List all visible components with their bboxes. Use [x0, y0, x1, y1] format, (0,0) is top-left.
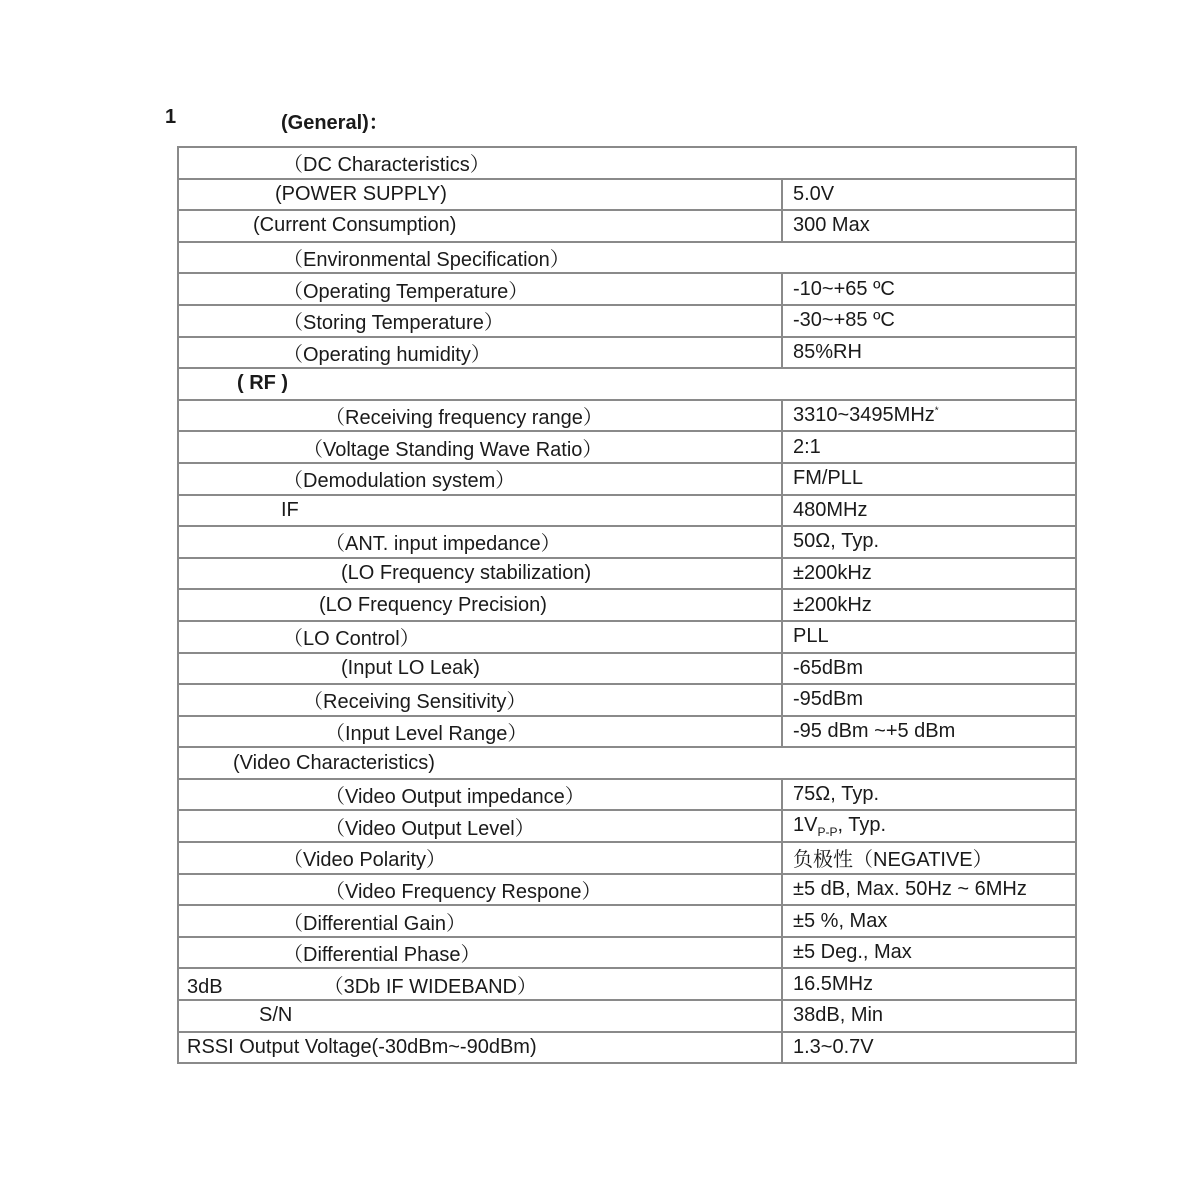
- section-heading: [0, 106, 1200, 134]
- spec-label-cell: [178, 684, 782, 716]
- spec-row: [178, 305, 1076, 337]
- spec-value-cell: [782, 337, 1076, 369]
- spec-value: -95dBm: [793, 688, 864, 711]
- spec-value-cell: [782, 937, 1076, 969]
- spec-value-cell: [782, 810, 1076, 842]
- spec-value-cell: [782, 1000, 1076, 1032]
- spec-label-cell: [178, 747, 1076, 779]
- spec-label: (Input LO Leak): [341, 656, 480, 679]
- spec-table: [177, 146, 1077, 1064]
- spec-label: （Video Output Level）: [325, 817, 535, 840]
- spec-label: RSSI Output Voltage(-30dBm~-90dBm): [187, 1035, 537, 1058]
- spec-label-cell: [178, 179, 782, 211]
- spec-label: （Differential Phase）: [283, 944, 481, 967]
- spec-row: [178, 716, 1076, 748]
- spec-value-cell: [782, 210, 1076, 242]
- spec-value: PLL: [793, 625, 829, 648]
- spec-row: [178, 905, 1076, 937]
- spec-label-cell: [178, 463, 782, 495]
- spec-label-cell: [178, 589, 782, 621]
- spec-label: （Operating Temperature）: [283, 280, 529, 303]
- spec-label: （Video Output impedance）: [325, 786, 585, 809]
- spec-label: （DC Characteristics）: [283, 154, 490, 177]
- spec-value-footnote-mark: *: [934, 405, 939, 417]
- spec-value: 38dB, Min: [793, 1004, 884, 1027]
- spec-value: 480MHz: [793, 498, 868, 521]
- spec-row: [178, 684, 1076, 716]
- spec-row: [178, 273, 1076, 305]
- spec-value-cell: [782, 968, 1076, 1000]
- section-number: 1: [165, 106, 177, 128]
- spec-value: 300 Max: [793, 214, 870, 237]
- spec-label-cell: [178, 968, 782, 1000]
- spec-value-cell: [782, 495, 1076, 527]
- spec-row: [178, 495, 1076, 527]
- spec-label-cell: [178, 368, 1076, 400]
- spec-row: [178, 431, 1076, 463]
- spec-value-cell: [782, 779, 1076, 811]
- spec-label-cell: [178, 147, 1076, 179]
- spec-value: 负极性（NEGATIVE）: [793, 849, 993, 872]
- spec-label-cell: [178, 937, 782, 969]
- spec-label: (LO Frequency Precision): [319, 593, 547, 616]
- spec-label-cell: [178, 1000, 782, 1032]
- spec-row: [178, 810, 1076, 842]
- spec-label: （Operating humidity）: [283, 343, 491, 366]
- section-header-row: [178, 147, 1076, 179]
- spec-label: S/N: [259, 1004, 293, 1027]
- spec-row: [178, 400, 1076, 432]
- spec-label: （Receiving frequency range）: [325, 407, 603, 430]
- spec-value-cell: [782, 684, 1076, 716]
- spec-label-cell: [178, 273, 782, 305]
- spec-label-cell: [178, 337, 782, 369]
- spec-value: ±5 %, Max: [793, 909, 888, 932]
- section-header-row: [178, 368, 1076, 400]
- spec-value-cell: [782, 273, 1076, 305]
- spec-value-cell: [782, 431, 1076, 463]
- spec-label-cell: [178, 842, 782, 874]
- spec-row: [178, 653, 1076, 685]
- spec-row: [178, 589, 1076, 621]
- spec-label: (POWER SUPPLY): [275, 182, 447, 205]
- spec-value-cell: [782, 558, 1076, 590]
- spec-label-cell: [178, 400, 782, 432]
- spec-row: [178, 1000, 1076, 1032]
- spec-value-suffix: , Typ.: [837, 813, 887, 836]
- spec-row: [178, 558, 1076, 590]
- spec-value: 75Ω, Typ.: [793, 783, 880, 806]
- spec-label-cell: [178, 810, 782, 842]
- spec-label-cell: [178, 526, 782, 558]
- spec-value-cell: [782, 526, 1076, 558]
- spec-label-cell: [178, 716, 782, 748]
- spec-value-cell: [782, 653, 1076, 685]
- spec-value-cell: [782, 589, 1076, 621]
- spec-label: （Environmental Specification）: [283, 249, 570, 272]
- section-header-row: [178, 747, 1076, 779]
- spec-row: [178, 621, 1076, 653]
- spec-row: [178, 874, 1076, 906]
- spec-row: [178, 526, 1076, 558]
- spec-value-cell: [782, 305, 1076, 337]
- spec-value: -30~+85 ºC: [793, 309, 895, 332]
- spec-value: ±5 dB, Max. 50Hz ~ 6MHz: [793, 877, 1027, 900]
- spec-value: 16.5MHz: [793, 972, 874, 995]
- spec-label: 3dB: [187, 975, 223, 998]
- spec-label: IF: [281, 498, 299, 521]
- spec-value-cell: [782, 842, 1076, 874]
- spec-row: [178, 842, 1076, 874]
- spec-label-cell: [178, 242, 1076, 274]
- spec-label: (LO Frequency stabilization): [341, 562, 592, 585]
- spec-row: [178, 937, 1076, 969]
- spec-label: (Current Consumption): [253, 214, 457, 237]
- spec-value: -10~+65 ºC: [793, 277, 895, 300]
- spec-value-cell: [782, 179, 1076, 211]
- spec-value-cell: [782, 400, 1076, 432]
- spec-row: [178, 968, 1076, 1000]
- spec-label-cell: [178, 653, 782, 685]
- spec-label-secondary: （3Db IF WIDEBAND）: [323, 975, 537, 998]
- spec-value: ±200kHz: [793, 593, 872, 616]
- spec-value: 5.0V: [793, 182, 835, 205]
- spec-value: 1V: [793, 813, 818, 836]
- spec-value-cell: [782, 463, 1076, 495]
- section-title: (General)：: [281, 112, 389, 134]
- spec-value: 2:1: [793, 435, 821, 458]
- spec-value-subscript: P-P: [817, 824, 838, 839]
- spec-value: -65dBm: [793, 656, 864, 679]
- spec-value-cell: [782, 716, 1076, 748]
- spec-label-cell: [178, 1032, 782, 1064]
- spec-row: [178, 779, 1076, 811]
- spec-label: （Demodulation system）: [283, 470, 516, 493]
- section-header-row: [178, 242, 1076, 274]
- spec-value: -95 dBm ~+5 dBm: [793, 719, 956, 742]
- spec-label: （Video Polarity）: [283, 849, 447, 872]
- spec-label-cell: [178, 305, 782, 337]
- spec-label: （Differential Gain）: [283, 912, 467, 935]
- spec-label: （Receiving Sensitivity）: [303, 691, 527, 714]
- spec-label-cell: [178, 905, 782, 937]
- spec-label-cell: [178, 558, 782, 590]
- spec-label: （Input Level Range）: [325, 722, 528, 745]
- spec-label: （Video Frequency Respone）: [325, 880, 602, 903]
- spec-label: ( RF ): [237, 372, 289, 395]
- spec-label: （Storing Temperature）: [283, 312, 504, 335]
- spec-value: 1.3~0.7V: [793, 1035, 874, 1058]
- spec-value-cell: [782, 874, 1076, 906]
- spec-row: [178, 210, 1076, 242]
- spec-table-body: [178, 147, 1076, 1063]
- spec-value: ±200kHz: [793, 562, 872, 585]
- spec-row: [178, 337, 1076, 369]
- spec-value: ±5 Deg., Max: [793, 941, 912, 964]
- spec-value: 50Ω, Typ.: [793, 530, 880, 553]
- spec-value: FM/PLL: [793, 467, 864, 490]
- spec-label-cell: [178, 210, 782, 242]
- spec-value-cell: [782, 1032, 1076, 1064]
- spec-value-cell: [782, 905, 1076, 937]
- spec-label-cell: [178, 874, 782, 906]
- spec-value: 85%RH: [793, 340, 862, 363]
- spec-value: 3310~3495MHz: [793, 404, 935, 427]
- spec-row: [178, 463, 1076, 495]
- spec-label: （LO Control）: [283, 628, 420, 651]
- spec-label: （ANT. input impedance）: [325, 533, 561, 556]
- spec-row: [178, 1032, 1076, 1064]
- spec-label-cell: [178, 431, 782, 463]
- spec-label-cell: [178, 779, 782, 811]
- spec-label: （Voltage Standing Wave Ratio）: [303, 438, 603, 461]
- spec-label-cell: [178, 621, 782, 653]
- spec-value-cell: [782, 621, 1076, 653]
- spec-row: [178, 179, 1076, 211]
- spec-label: (Video Characteristics): [233, 751, 435, 774]
- spec-label-cell: [178, 495, 782, 527]
